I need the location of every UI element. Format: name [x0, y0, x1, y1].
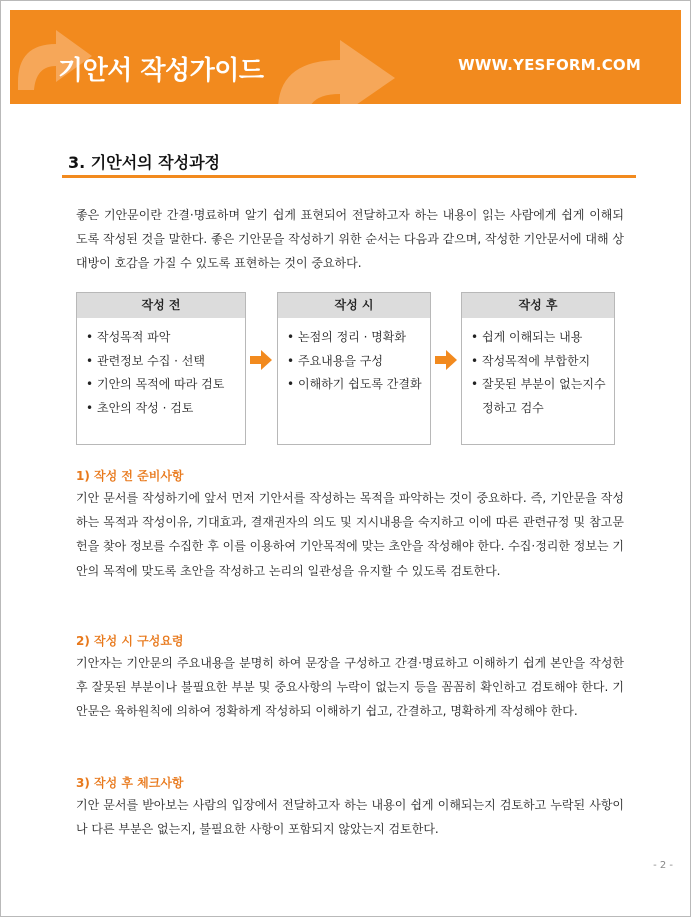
- stage-during-list: [278, 318, 430, 397]
- stage-before-title: 작성 전: [77, 293, 245, 318]
- section-title: 3. 기안서의 작성과정: [68, 153, 220, 172]
- list-item: • 기안의 목적에 따라 검토: [85, 373, 239, 397]
- subsection-title-before: 1) 작성 전 준비사항: [76, 469, 184, 483]
- list-item: • 이해하기 쉽도록 간결화: [286, 373, 424, 397]
- stage-during-title: 작성 시: [278, 293, 430, 318]
- list-item: • 쉽게 이해되는 내용: [470, 326, 608, 350]
- document-title: 기안서 작성가이드: [58, 56, 264, 86]
- header-banner: [10, 10, 681, 104]
- subsection-body-after: 기안 문서를 받아보는 사람의 입장에서 전달하고자 하는 내용이 쉽게 이해되는지 검토하고 누락된 사항이나 다른 부분은 없는지, 불필요한 사항이 포함되지 않았는지 검토한다.: [76, 798, 624, 837]
- stage-before: [76, 292, 246, 445]
- stage-after-list: [462, 318, 614, 420]
- stage-after-title: 작성 후: [462, 293, 614, 318]
- list-item: • 초안의 작성 · 검토: [85, 397, 239, 421]
- list-item: • 관련정보 수집 · 선택: [85, 350, 239, 374]
- subsection-title-after: 3) 작성 후 체크사항: [76, 776, 184, 790]
- subsection-body-before: 기안 문서를 작성하기에 앞서 먼저 기안서를 작성하는 목적을 파악하는 것이 중요하다. 즉, 기안문을 작성하는 목적과 작성이유, 기대효과, 결재권자의 의도 및 지시내용을 숙지하고 이에 따른 관련규정 및 참고문헌을 찾아 정보를 수집한 후 이를 이용하여 기안목적에 맞는 초안을 작성해야 한다. 수집·정리한 정보는 기안의 목적에 맞도록 초안을 작성하고 논리의 일관성을 유지할 수 있도록 검토한다.: [76, 491, 624, 578]
- subsection-title-during: 2) 작성 시 구성요령: [76, 634, 184, 648]
- intro-paragraph: 좋은 기안문이란 간결·명료하며 알기 쉽게 표현되어 전달하고자 하는 내용이 읽는 사람에게 쉽게 이해되도록 작성된 것을 말한다. 좋은 기안문을 작성하기 위한 순서는 다음과 같으며, 작성한 기안문서에 대해 상대방이 호감을 가질 수 있도록 표현하는 것이 중요하다.: [76, 208, 624, 271]
- stage-before-list: [77, 318, 245, 420]
- arrow-right-icon: [435, 350, 457, 370]
- list-item: • 논점의 정리 · 명확화: [286, 326, 424, 350]
- subsection-body-during: 기안자는 기안문의 주요내용을 분명히 하여 문장을 구성하고 간결·명료하고 이해하기 쉽게 본안을 작성한 후 잘못된 부분이나 불필요한 부분 및 중요사항의 누락이 없는지 등을 꼼꼼히 확인하고 검토해야 한다. 기안문은 육하원칙에 의하여 정확하게 작성하되 이해하기 쉽고, 간결하고, 명확하게 작성해야 한다.: [76, 656, 624, 719]
- stage-after: [461, 292, 615, 445]
- section-divider: [62, 175, 636, 178]
- list-item: • 작성목적에 부합한지: [470, 350, 608, 374]
- list-item: • 잘못된 부분이 없는지수정하고 검수: [470, 373, 608, 420]
- arrow-right-icon: [250, 350, 272, 370]
- list-item: • 작성목적 파악: [85, 326, 239, 350]
- stage-during: [277, 292, 431, 445]
- list-item: • 주요내용을 구성: [286, 350, 424, 374]
- page-number: - 2 -: [653, 860, 673, 871]
- site-url: WWW.YESFORM.COM: [458, 56, 641, 74]
